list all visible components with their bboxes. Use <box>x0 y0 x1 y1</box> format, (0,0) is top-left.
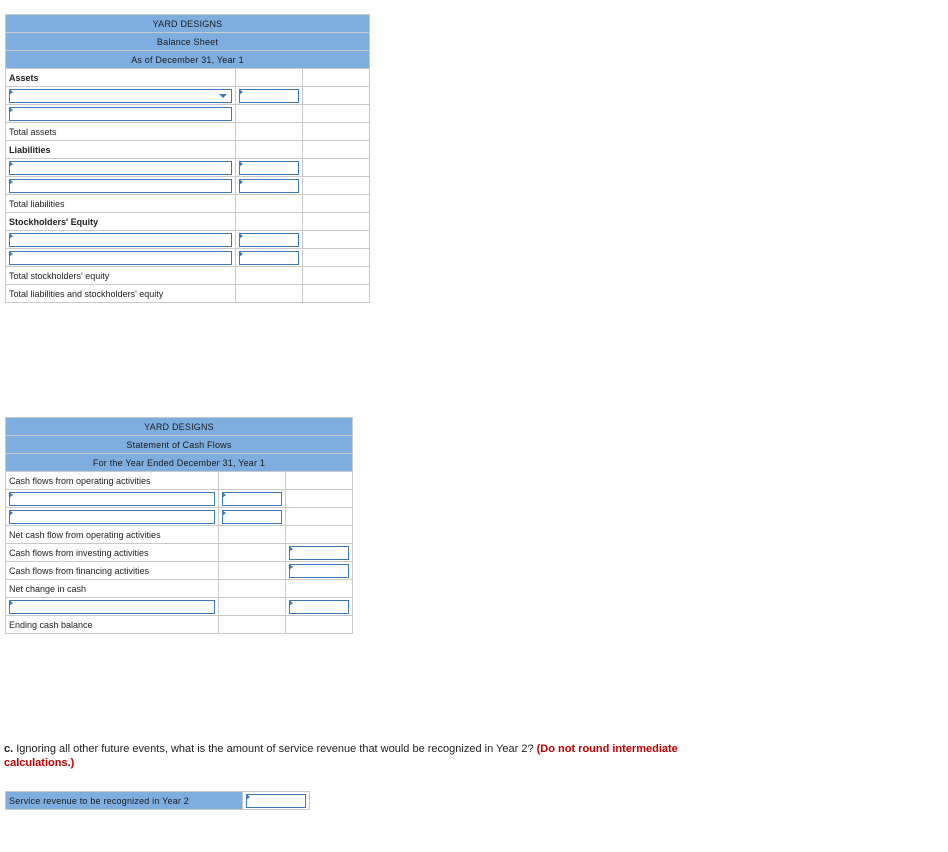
operating-heading: Cash flows from operating activities <box>6 472 219 490</box>
investing-label: Cash flows from investing activities <box>6 544 219 562</box>
bs-statement-title: Balance Sheet <box>6 33 370 51</box>
chevron-down-icon <box>219 94 227 98</box>
total-assets-value <box>303 123 370 141</box>
asset-account-input-2[interactable] <box>6 105 236 123</box>
equity-heading: Stockholders' Equity <box>6 213 236 231</box>
liability-account-input-1[interactable] <box>6 159 236 177</box>
question-text <box>4 742 724 770</box>
balance-sheet-table <box>5 14 370 303</box>
answer-table <box>5 791 310 810</box>
equity-amount-input-1[interactable] <box>236 231 303 249</box>
cf-company-title: YARD DESIGNS <box>6 418 353 436</box>
operating-amount-input-1[interactable] <box>219 490 286 508</box>
operating-account-input-2[interactable] <box>6 508 219 526</box>
liability-account-input-2[interactable] <box>6 177 236 195</box>
asset-account-select[interactable] <box>6 87 236 105</box>
cf-statement-title: Statement of Cash Flows <box>6 436 353 454</box>
ending-cash-label: Ending cash balance <box>6 616 219 634</box>
asset-amount-input-1[interactable] <box>236 87 303 105</box>
operating-account-input-1[interactable] <box>6 490 219 508</box>
assets-heading: Assets <box>6 69 236 87</box>
liability-amount-input-1[interactable] <box>236 159 303 177</box>
financing-amount-input[interactable] <box>286 562 353 580</box>
beginning-cash-input[interactable] <box>6 598 219 616</box>
total-liabilities-equity-label: Total liabilities and stockholders' equity <box>6 285 236 303</box>
financing-label: Cash flows from financing activities <box>6 562 219 580</box>
bs-company-title: YARD DESIGNS <box>6 15 370 33</box>
total-liabilities-label: Total liabilities <box>6 195 236 213</box>
cf-period-title: For the Year Ended December 31, Year 1 <box>6 454 353 472</box>
net-operating-label: Net cash flow from operating activities <box>6 526 219 544</box>
equity-amount-input-2[interactable] <box>236 249 303 267</box>
equity-account-input-2[interactable] <box>6 249 236 267</box>
net-change-label: Net change in cash <box>6 580 219 598</box>
cash-flow-table <box>5 417 353 634</box>
operating-amount-input-2[interactable] <box>219 508 286 526</box>
total-equity-label: Total stockholders' equity <box>6 267 236 285</box>
investing-amount-input[interactable] <box>286 544 353 562</box>
question-instruction: (Do not round intermediate calculations.) <box>4 743 678 769</box>
ending-cash-value <box>286 616 353 634</box>
question-body: Ignoring all other future events, what is the amount of service revenue that would be recognized in Year 2? <box>13 743 537 755</box>
equity-account-input-1[interactable] <box>6 231 236 249</box>
liability-amount-input-2[interactable] <box>236 177 303 195</box>
total-liabilities-equity-value <box>303 285 370 303</box>
service-revenue-label: Service revenue to be recognized in Year 2 <box>6 792 243 810</box>
service-revenue-input[interactable] <box>243 792 310 810</box>
liabilities-heading: Liabilities <box>6 141 236 159</box>
total-assets-label: Total assets <box>6 123 236 141</box>
bs-period-title: As of December 31, Year 1 <box>6 51 370 69</box>
question-prefix: c. <box>4 743 14 755</box>
beginning-cash-amount-input[interactable] <box>286 598 353 616</box>
